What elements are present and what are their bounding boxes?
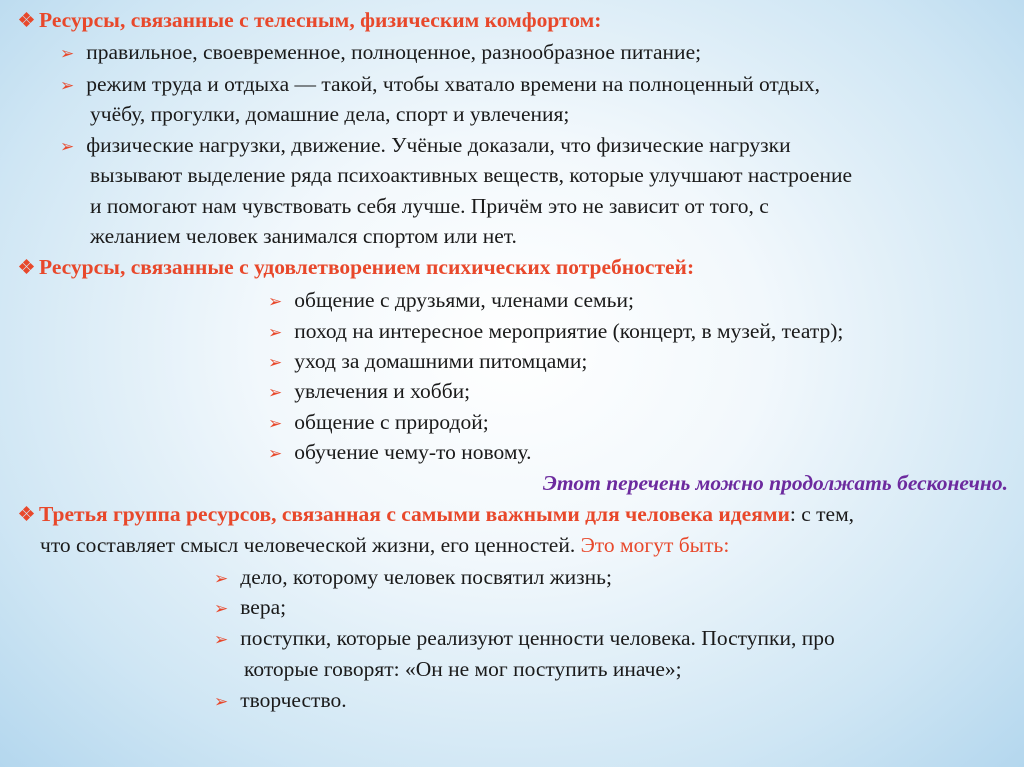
section2-item: ➢ общение с природой; [268, 410, 489, 434]
arrow-bullet-icon: ➢ [60, 76, 75, 96]
arrow-bullet-icon: ➢ [214, 569, 229, 589]
diamond-bullet-icon [20, 507, 33, 520]
arrow-bullet-icon: ➢ [268, 292, 283, 312]
section3-title: Третья группа ресурсов, связанная с самыми важными для человека идеями [39, 502, 790, 526]
section1-item-continuation: вызывают выделение ряда психоактивных веществ, которые улучшают настроение [90, 163, 853, 187]
section3-intro: что составляет смысл человеческой жизни, его ценностей. Это могут быть: [40, 533, 730, 557]
arrow-bullet-icon: ➢ [214, 692, 229, 712]
arrow-bullet-icon: ➢ [214, 599, 229, 619]
section2-item: ➢ общение с друзьями, членами семьи; [268, 288, 634, 312]
section3-item-continuation: которые говорят: «Он не мог поступить иначе»; [244, 657, 682, 681]
section2-note: Этот перечень можно продолжать бесконечно. [542, 471, 1008, 495]
arrow-bullet-icon: ➢ [60, 44, 75, 64]
section3-item: ➢ творчество. [214, 688, 347, 712]
section2-item: ➢ увлечения и хобби; [268, 379, 471, 403]
diamond-bullet-icon [20, 13, 33, 26]
section3-heading: Третья группа ресурсов, связанная с самыми важными для человека идеями: с тем, [20, 500, 854, 529]
section1-item: ➢ режим труда и отдыха — такой, чтобы хватало времени на полноценный отдых, [60, 72, 821, 96]
section2-item: ➢ поход на интересное мероприятие (концерт, в музей, театр); [268, 319, 844, 343]
section2-item: ➢ обучение чему-то новому. [268, 440, 532, 464]
arrow-bullet-icon: ➢ [214, 630, 229, 650]
section2-heading [20, 253, 694, 282]
section2-item: ➢ уход за домашними питомцами; [268, 349, 588, 373]
section1-item-continuation: желанием человек занимался спортом или нет. [90, 224, 517, 248]
section1-title: Ресурсы, связанные с телесным, физическим комфортом: [39, 8, 602, 32]
section1-heading [20, 6, 601, 35]
arrow-bullet-icon: ➢ [268, 414, 283, 434]
arrow-bullet-icon: ➢ [268, 353, 283, 373]
arrow-bullet-icon: ➢ [268, 444, 283, 464]
section3-item: ➢ дело, которому человек посвятил жизнь; [214, 565, 612, 589]
arrow-bullet-icon: ➢ [268, 383, 283, 403]
section1-item-continuation: учёбу, прогулки, домашние дела, спорт и увлечения; [90, 102, 570, 126]
diamond-bullet-icon [20, 260, 33, 273]
section1-item: ➢ физические нагрузки, движение. Учёные доказали, что физические нагрузки [60, 133, 791, 157]
section2-title: Ресурсы, связанные с удовлетворением психических потребностей: [39, 255, 695, 279]
section3-item: ➢ поступки, которые реализуют ценности человека. Поступки, про [214, 626, 835, 650]
section3-item: ➢ вера; [214, 595, 287, 619]
arrow-bullet-icon: ➢ [268, 323, 283, 343]
section1-item-continuation: и помогают нам чувствовать себя лучше. Причём это не зависит от того, с [90, 194, 769, 218]
arrow-bullet-icon: ➢ [60, 137, 75, 157]
section1-item: ➢ правильное, своевременное, полноценное, разнообразное питание; [60, 40, 702, 64]
